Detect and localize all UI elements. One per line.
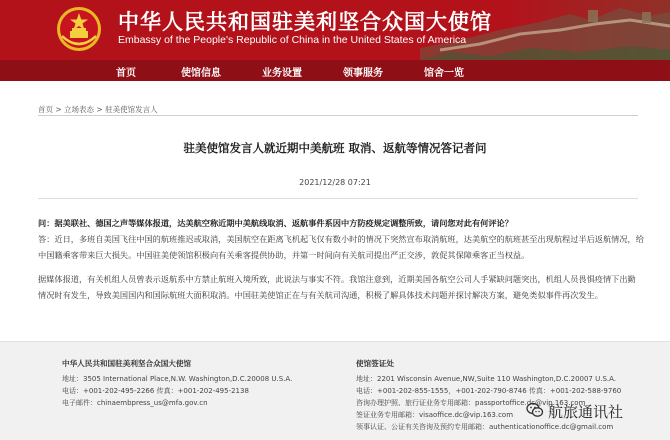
footer-visa-passport-email[interactable]: 咨询办理护照、旅行证业务专用邮箱：passportoffice.dc@vip.163.com bbox=[356, 399, 586, 407]
footer-visa-title: 使馆签证处 bbox=[356, 359, 394, 368]
article-paragraph-line-1: 据媒体报道，有关机组人员曾表示返航系中方禁止航班入境所致，此说法与事实不符。我馆注意到，近期美国各航空公司人手紧缺问题突出，机组人员畏惧疫情下出勤 bbox=[38, 274, 636, 284]
article-answer-line-2: 中国籍乘客带来巨大损失。中国驻美使领馆积极向有关乘客提供协助，并第一时间向有关航司提出严正交涉，敦促其保障乘客正当权益。 bbox=[38, 250, 530, 260]
wechat-icon bbox=[526, 401, 544, 419]
footer-embassy-title: 中华人民共和国驻美利坚合众国大使馆 bbox=[62, 359, 192, 368]
article-answer-line-1: 答：近日，多班自美国飞往中国的航班推迟或取消，美国航空在距离飞机起飞仅有数小时的情况下突然宣布取消航班，达美航空的航班甚至出现航程过半后返航情况，给 bbox=[38, 234, 644, 244]
site-title-cn: 中华人民共和国驻美利坚合众国大使馆 bbox=[118, 10, 492, 34]
nav-item-consular[interactable]: 领事服务 bbox=[343, 68, 383, 79]
site-header bbox=[0, 0, 670, 60]
wechat-watermark bbox=[526, 400, 644, 422]
main-nav bbox=[0, 60, 670, 81]
article-divider bbox=[38, 198, 638, 199]
site-title-en: Embassy of the People's Republic of China in the United States of America bbox=[118, 34, 467, 46]
article-paragraph-line-2: 情况时有发生，导致美国国内和国际航班大面积取消。中国驻美使馆正在与有关航司沟通，积极了解具体技术问题并探讨解决方案，避免类似事件再次发生。 bbox=[38, 290, 603, 300]
footer-embassy-phone: 电话：+001-202-495-2266 传真：+001-202-495-2138 bbox=[62, 387, 249, 395]
footer-embassy-email[interactable]: 电子邮件：chinaembpress_us@mfa.gov.cn bbox=[62, 399, 208, 407]
watermark-text: 航旅通讯社 bbox=[548, 403, 624, 421]
footer-visa-address: 地址：2201 Wisconsin Avenue,NW,Suite 110 Washington,D.C.20007 U.S.A. bbox=[356, 375, 617, 383]
nav-item-embassy-info[interactable]: 使馆信息 bbox=[181, 68, 221, 79]
article-headline: 驻美使馆发言人就近期中美航班 取消、返航等情况答记者问 bbox=[183, 141, 487, 155]
site-footer bbox=[0, 341, 670, 440]
nav-item-premises[interactable]: 馆舍一览 bbox=[424, 68, 464, 79]
nav-item-home[interactable]: 首页 bbox=[116, 68, 136, 79]
footer-visa-phone: 电话：+001-202-855-1555，+001-202-790-8746 传真：+001-202-588-9760 bbox=[356, 387, 622, 395]
breadcrumb[interactable]: 首页 > 立场表态 > 驻美使馆发言人 bbox=[38, 105, 158, 114]
article-question: 问：据美联社、德国之声等媒体报道，达美航空称近期中美航线取消、返航事件系因中方防疫规定调整所致，请问您对此有何评论？ bbox=[38, 218, 513, 228]
footer-visa-email[interactable]: 签证业务专用邮箱：visaoffice.dc@vip.163.com bbox=[356, 411, 514, 419]
nav-item-services[interactable]: 业务设置 bbox=[262, 68, 302, 79]
breadcrumb-divider bbox=[38, 115, 638, 116]
national-emblem-icon[interactable] bbox=[56, 6, 102, 52]
article-date: 2021/12/28 07:21 bbox=[299, 178, 371, 187]
footer-embassy-address: 地址：3505 International Place,N.W. Washington,D.C.20008 U.S.A. bbox=[62, 375, 293, 383]
footer-visa-authentication-email[interactable]: 领事认证、公证有关咨询及预约专用邮箱：authenticationoffice.dc@gmail.com bbox=[356, 423, 614, 431]
